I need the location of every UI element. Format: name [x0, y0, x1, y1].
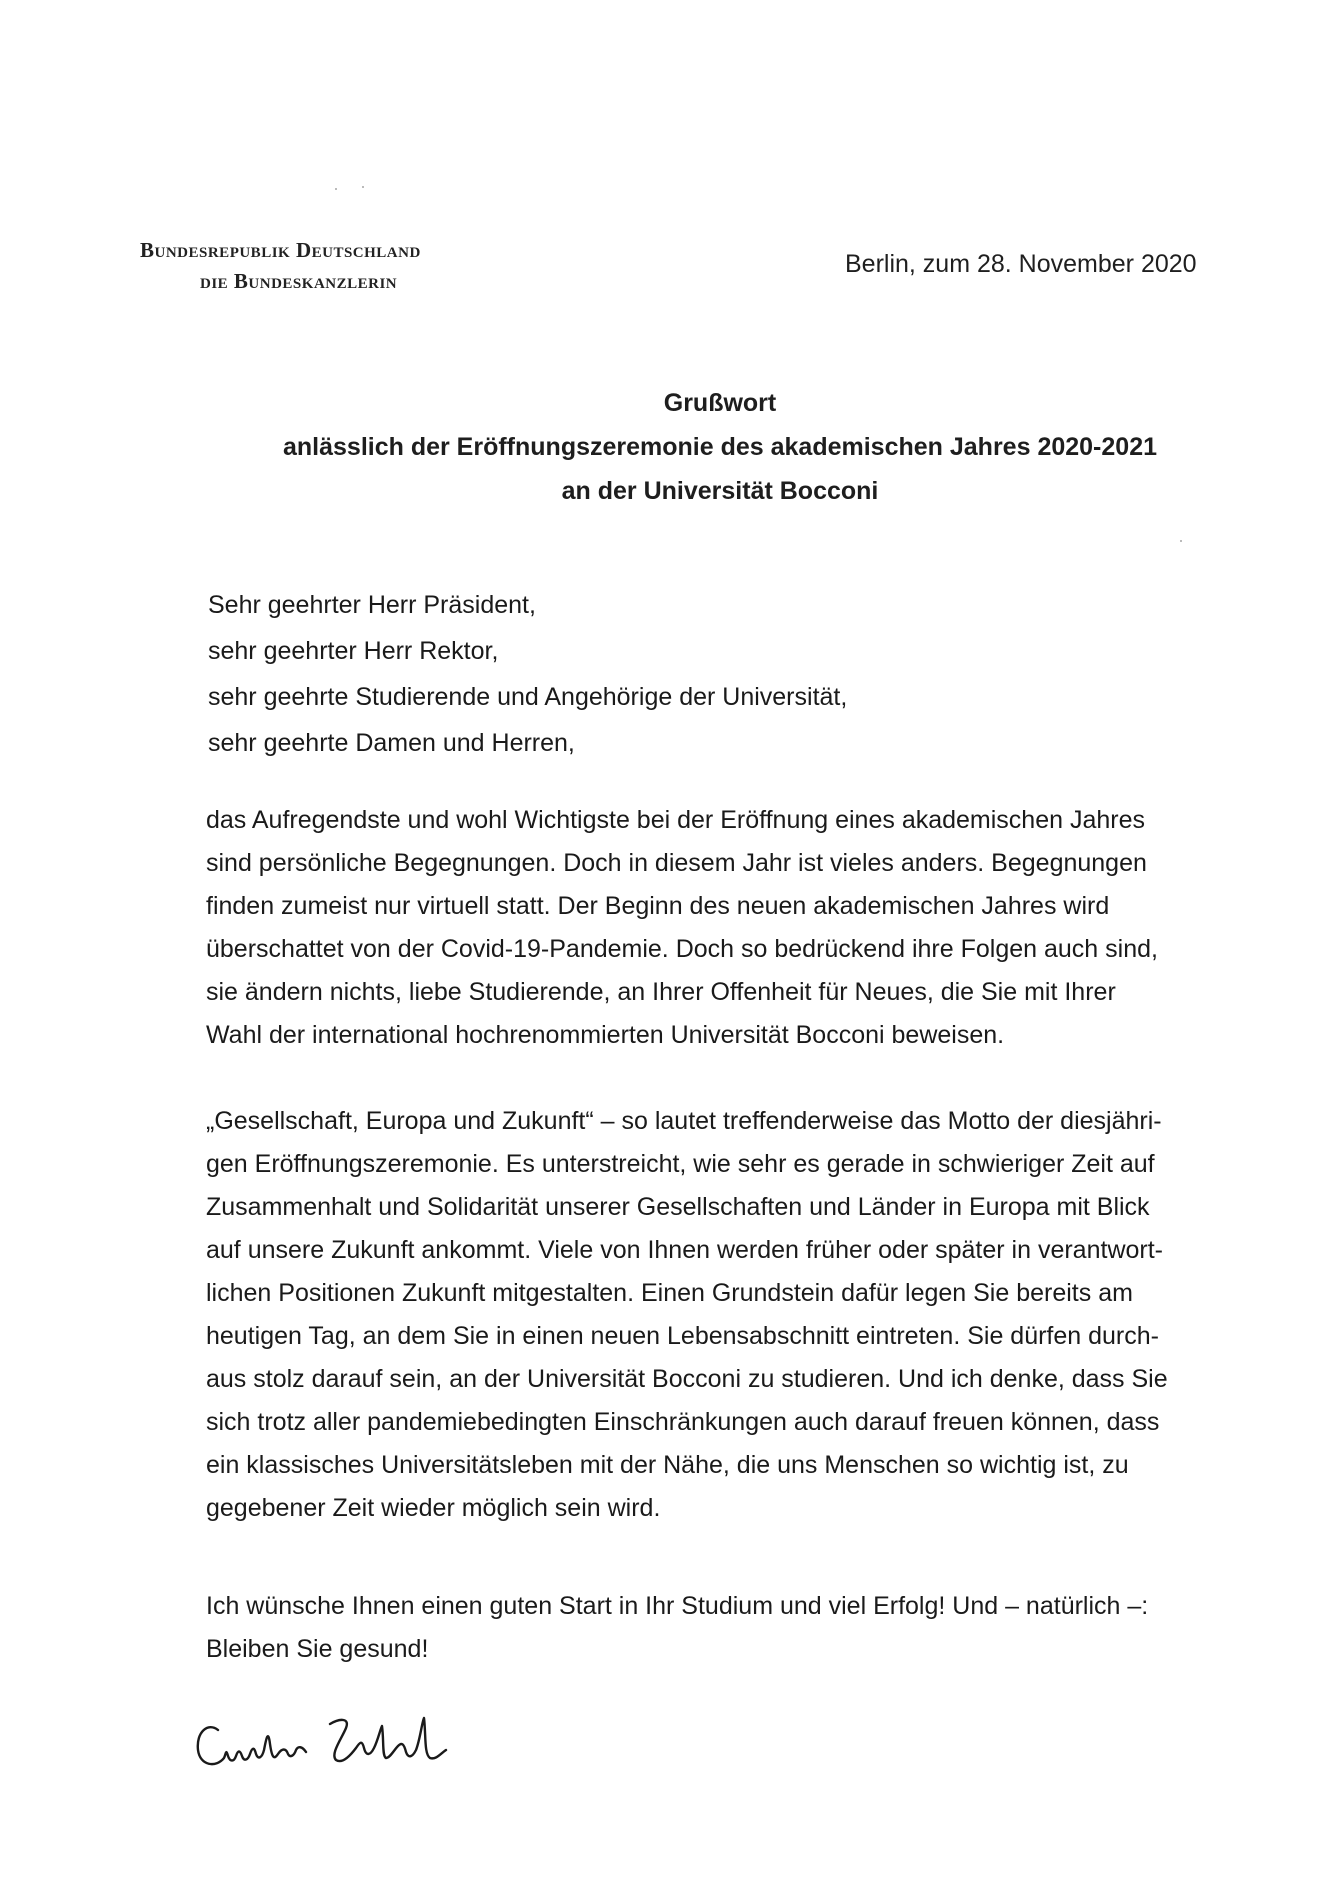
salutation-line: sehr geehrter Herr Rektor, [208, 637, 499, 665]
letterhead-office: die Bundeskanzlerin [200, 269, 398, 293]
scan-speck [1180, 540, 1182, 542]
letter-heading [160, 381, 1280, 513]
salutation-line: sehr geehrte Studierende und Angehörige der Universität, [208, 683, 848, 711]
text-line: das Aufregendste und wohl Wichtigste bei der Eröffnung eines akademischen Jahres [206, 806, 1146, 834]
text-line: gen Eröffnungszeremonie. Es unterstreicht, wie sehr es gerade in schwieriger Zeit auf [206, 1150, 1155, 1178]
text-line: sich trotz aller pandemiebedingten Einschränkungen auch darauf freuen können, dass [206, 1408, 1160, 1436]
text-line: aus stolz darauf sein, an der Universität Bocconi zu studieren. Und ich denke, dass Sie [206, 1365, 1168, 1393]
text-line: auf unsere Zukunft ankommt. Viele von Ihnen werden früher oder später in verantwort- [206, 1236, 1163, 1264]
text-line: lichen Positionen Zukunft mitgestalten. Einen Grundstein dafür legen Sie bereits am [206, 1279, 1133, 1307]
letter-date: Berlin, zum 28. November 2020 [845, 250, 1197, 278]
body-paragraph [206, 1100, 1206, 1530]
heading-title: Grußwort [663, 389, 777, 417]
body-paragraph [206, 799, 1206, 1057]
text-line: überschattet von der Covid-19-Pandemie. Doch so bedrückend ihre Folgen auch sind, [206, 935, 1158, 963]
heading-venue: an der Universität Bocconi [561, 477, 879, 505]
scan-speck [335, 188, 337, 190]
text-line: „Gesellschaft, Europa und Zukunft“ – so lautet treffenderweise das Motto der diesjähri- [206, 1107, 1162, 1135]
heading-occasion: anlässlich der Eröffnungszeremonie des akademischen Jahres 2020-2021 [282, 433, 1157, 461]
handwritten-signature [190, 1700, 480, 1780]
letterhead [120, 238, 620, 294]
text-line: sie ändern nichts, liebe Studierende, an Ihrer Offenheit für Neues, die Sie mit Ihrer [206, 978, 1116, 1006]
text-line: sind persönliche Begegnungen. Doch in diesem Jahr ist vieles anders. Begegnungen [206, 849, 1147, 877]
closing-paragraph [206, 1585, 1206, 1671]
salutation-line: sehr geehrte Damen und Herren, [208, 729, 575, 757]
text-line: gegebener Zeit wieder möglich sein wird. [206, 1494, 661, 1522]
salutation-line: Sehr geehrter Herr Präsident, [208, 591, 536, 619]
scan-speck [362, 186, 364, 188]
text-line: Wahl der international hochrenommierten Universität Bocconi beweisen. [206, 1021, 1005, 1049]
letterhead-country: Bundesrepublik Deutschland [140, 238, 421, 262]
text-line: Ich wünsche Ihnen einen guten Start in Ihr Studium und viel Erfolg! Und – natürlich –: [206, 1592, 1149, 1620]
text-line: heutigen Tag, an dem Sie in einen neuen Lebensabschnitt eintreten. Sie dürfen durch- [206, 1322, 1159, 1350]
salutation [208, 582, 847, 766]
text-line: ein klassisches Universitätsleben mit der Nähe, die uns Menschen so wichtig ist, zu [206, 1451, 1129, 1479]
text-line: finden zumeist nur virtuell statt. Der Beginn des neuen akademischen Jahres wird [206, 892, 1110, 920]
text-line: Bleiben Sie gesund! [206, 1635, 429, 1663]
text-line: Zusammenhalt und Solidarität unserer Gesellschaften und Länder in Europa mit Blick [206, 1193, 1150, 1221]
